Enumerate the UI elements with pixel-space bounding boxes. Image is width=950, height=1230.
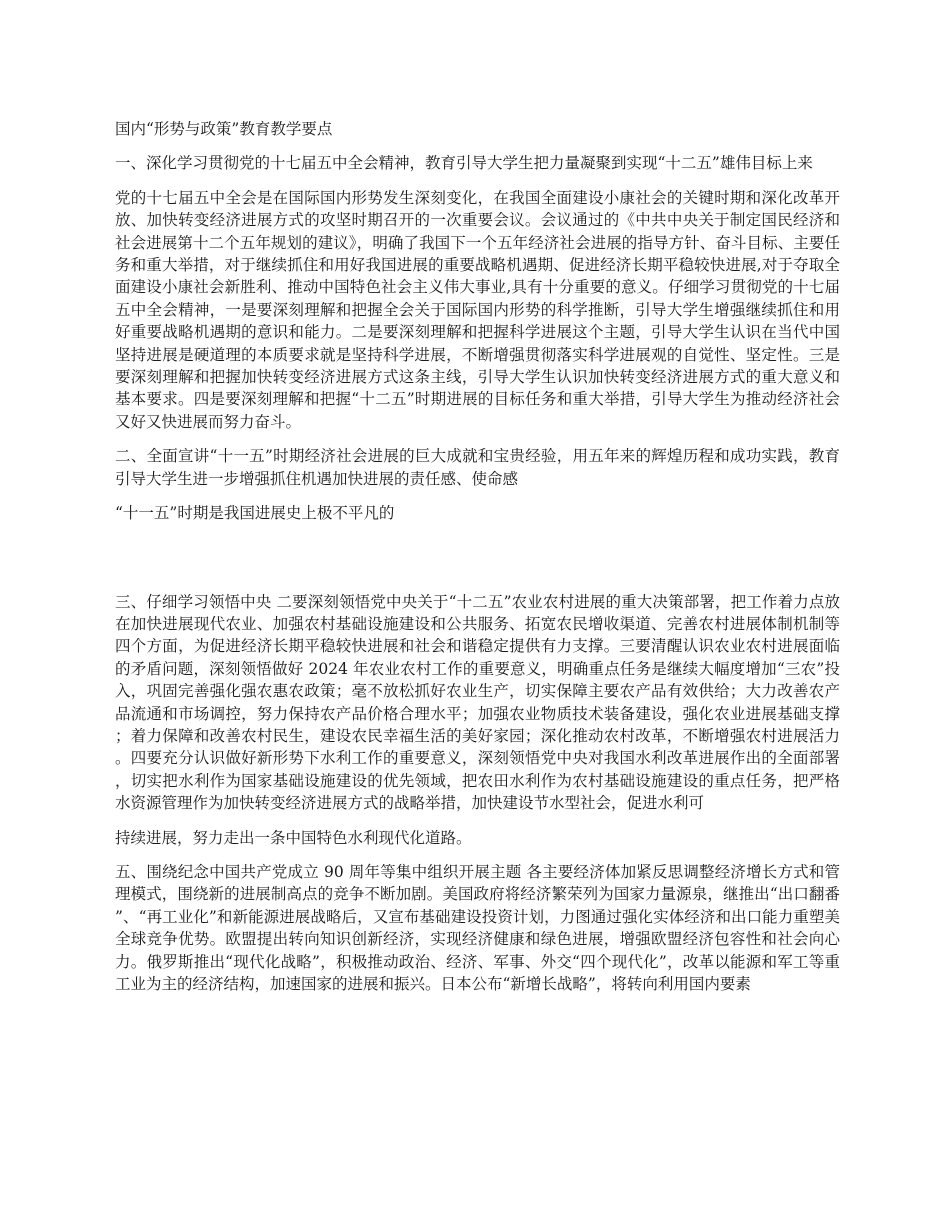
section-5-paragraph: 五、围绕纪念中国共产党成立 90 周年等集中组织开展主题 各主要经济体加紧反思调整经济增长方式和管理模式，围绕新的进展制高点的竞争不断加剧。美国政府将经济繁荣列为国家力量源泉，继推出“出口翻番”、“再工业化”和新能源进展战略后，又宣布基础建设投资计划，力图通过强化实体经济和出口能力重塑美全球竞争优势。欧盟提出转向知识创新经济，实现经济健康和绿色进展，增强欧盟经济包容性和社会向心力。俄罗斯推出“现代化战略”，积极推动政治、经济、军事、外交“四个现代化”，改革以能源和军工等重工业为主的经济结构，加速国家的进展和振兴。日本公布“新增长战略”，将转向利用国内要素 — [115, 862, 840, 993]
section-3-paragraph: 三、仔细学习领悟中央 二要深刻领悟党中央关于“十二五”农业农村进展的重大决策部署，把工作着力点放在加快进展现代农业、加强农村基础设施建设和公共服务、拓宽农民增收渠道、完善农村进展体制机制等四个方面，为促进经济长期平稳较快进展和社会和谐稳定提供有力支撑。三要清醒认识农业农村进展面临的矛盾问题，深刻领悟做好 2024 年农业农村工作的重要意义，明确重点任务是继续大幅度增加“三农”投入，巩固完善强化强农惠农政策；毫不放松抓好农业生产，切实保障主要农产品有效供给；大力改善农产品流通和市场调控，努力保持农产品价格合理水平；加强农业物质技术装备建设，强化农业进展基础支撑；着力保障和改善农村民生，建设农民幸福生活的美好家园；深化推动农村改革，不断增强农村进展活力。四要充分认识做好新形势下水利工作的重要意义，深刻领悟党中央对我国水利改革进展作出的全面部署，切实把水利作为国家基础设施建设的优先领域，把农田水利作为农村基础设施建设的重点任务，把严格水资源管理作为加快转变经济进展方式的战略举措，加快建设节水型社会，促进水利可 — [115, 592, 840, 813]
section-heading-1: 一、深化学习贯彻党的十七届五中全会精神，教育引导大学生把力量凝聚到实现“十二五”雄伟目标上来 — [115, 154, 813, 173]
section-heading-2: 二、全面宣讲“十一五”时期经济社会进展的巨大成就和宝贵经验，用五年来的辉煌历程和成功实践，教育引导大学生进一步增强抓住机遇加快进展的责任感、使命感 — [115, 447, 840, 488]
body-paragraph-1: 党的十七届五中全会是在国际国内形势发生深刻变化，在我国全面建设小康社会的关键时期和深化改革开放、加快转变经济进展方式的攻坚时期召开的一次重要会议。会议通过的《中共中央关于制定国民经济和社会进展第十二个五年规划的建议》，明确了我国下一个五年经济社会进展的指导方针、奋斗目标、主要任务和重大举措，对于继续抓住和用好我国进展的重要战略机遇期、促进经济长期平稳较快进展,对于夺取全面建设小康社会新胜利、推动中国特色社会主义伟大事业,具有十分重要的意义。仔细学习贯彻党的十七届五中全会精神，一是要深刻理解和把握全会关于国际国内形势的科学推断，引导大学生增强继续抓住和用好重要战略机遇期的意识和能力。二是要深刻理解和把握科学进展这个主题，引导大学生认识在当代中国坚持进展是硬道理的本质要求就是坚持科学进展，不断增强贯彻落实科学进展观的自觉性、坚定性。三是要深刻理解和把握加快转变经济进展方式这条主线，引导大学生认识加快转变经济进展方式的重大意义和基本要求。四是要深刻理解和把握“十二五”时期进展的目标任务和重大举措，引导大学生为推动经济社会又好又快进展而努力奋斗。 — [115, 188, 840, 431]
body-paragraph-2: “十一五”时期是我国进展史上极不平凡的 — [115, 504, 395, 523]
body-paragraph-3: 持续进展，努力走出一条中国特色水利现代化道路。 — [115, 828, 472, 847]
document-title: 国内“形势与政策”教育教学要点 — [115, 120, 333, 138]
document-page — [115, 118, 840, 1007]
blank-gap — [115, 537, 840, 591]
